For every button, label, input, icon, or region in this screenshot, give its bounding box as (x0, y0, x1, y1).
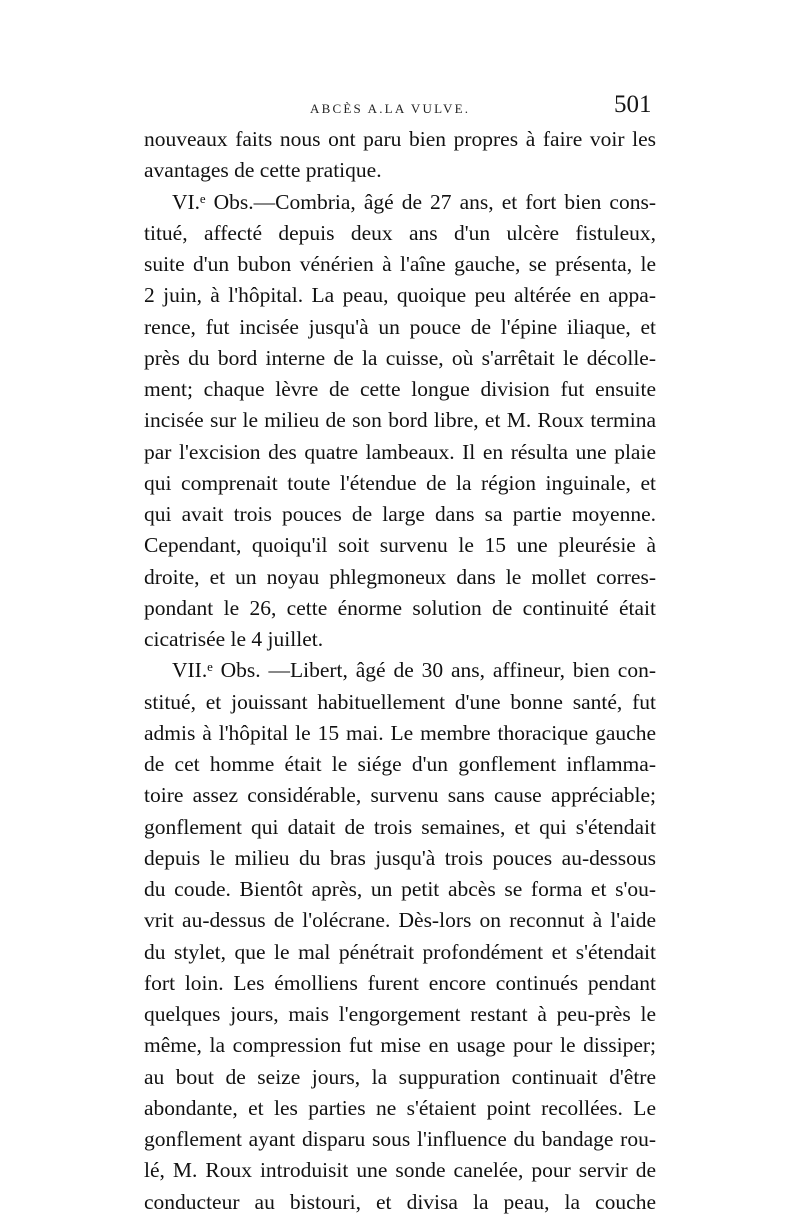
text-line: admis à l'hôpital le 15 mai. Le membre thoracique gauche (144, 720, 656, 745)
text-line: titué, affecté depuis deux ans d'un ulcère fistuleux, (144, 220, 656, 245)
text-line: au bout de seize jours, la suppuration continuait d'être (144, 1064, 656, 1089)
text-line: abondante, et les parties ne s'étaient point recollées. Le (144, 1095, 656, 1120)
text-line: du stylet, que le mal pénétrait profondément et s'étendait (144, 939, 656, 964)
text-line: droite, et un noyau phlegmoneux dans le mollet corres- (144, 564, 656, 589)
text-line: fort loin. Les émolliens furent encore continués pendant (144, 970, 656, 995)
running-head (0, 91, 800, 127)
body-text (144, 124, 656, 1218)
text-line: qui avait trois pouces de large dans sa partie moyenne. (144, 502, 656, 526)
text-line: qui comprenait toute l'étendue de la région inguinale, et (144, 470, 656, 495)
text-line: lé, M. Roux introduisit une sonde canelée, pour servir de (144, 1158, 656, 1183)
text-line: de cet homme était le siége d'un gonflement inflamma- (144, 752, 656, 776)
text-line: avantages de cette pratique. (144, 158, 382, 183)
text-line: gonflement qui datait de trois semaines, et qui s'étendait (144, 814, 656, 839)
text-line: depuis le milieu du bras jusqu'à trois pouces au-dessous (144, 845, 656, 870)
text-line: ment; chaque lèvre de cette longue division fut ensuite (144, 377, 656, 401)
text-line: pondant le 26, cette énorme solution de continuité était (144, 595, 656, 620)
text-line: 2 juin, à l'hôpital. La peau, quoique peu altérée en appa- (144, 283, 656, 308)
text-line: VI.ᵉ Obs.—Combria, âgé de 27 ans, et fort bien cons- (172, 189, 656, 214)
text-line: cicatrisée le 4 juillet. (144, 627, 324, 651)
page-number: 501 (614, 91, 652, 118)
text-line: Cependant, quoiqu'il soit survenu le 15 une pleurésie à (144, 533, 656, 558)
text-line: suite d'un bubon vénérien à l'aîne gauche, se présenta, le (144, 252, 656, 276)
text-line: incisée sur le milieu de son bord libre, et M. Roux termina (144, 408, 656, 433)
text-line: VII.ᵉ Obs. —Libert, âgé de 30 ans, affineur, bien con- (172, 658, 656, 683)
text-line: stitué, et jouissant habituellement d'une bonne santé, fut (144, 689, 656, 714)
text-line: nouveaux faits nous ont paru bien propres à faire voir les (144, 127, 656, 151)
text-line: près du bord interne de la cuisse, où s'arrêtait le décolle- (144, 345, 656, 370)
running-title: ABCÈS A.LA VULVE. (310, 101, 471, 116)
text-line: gonflement ayant disparu sous l'influence du bandage rou- (144, 1127, 656, 1151)
text-line: conducteur au bistouri, et divisa la peau, la couche (144, 1189, 656, 1214)
text-line: même, la compression fut mise en usage pour le dissiper; (144, 1033, 656, 1058)
text-line: par l'excision des quatre lambeaux. Il en résulta une plaie (144, 439, 656, 464)
text-line: vrit au-dessus de l'olécrane. Dès-lors on reconnut à l'aide (144, 908, 656, 933)
text-line: quelques jours, mais l'engorgement restant à peu-près le (144, 1002, 656, 1026)
text-line: rence, fut incisée jusqu'à un pouce de l'épine iliaque, et (144, 314, 656, 339)
text-line: toire assez considérable, survenu sans cause appréciable; (144, 783, 656, 808)
text-line: du coude. Bientôt après, un petit abcès se forma et s'ou- (144, 877, 656, 901)
